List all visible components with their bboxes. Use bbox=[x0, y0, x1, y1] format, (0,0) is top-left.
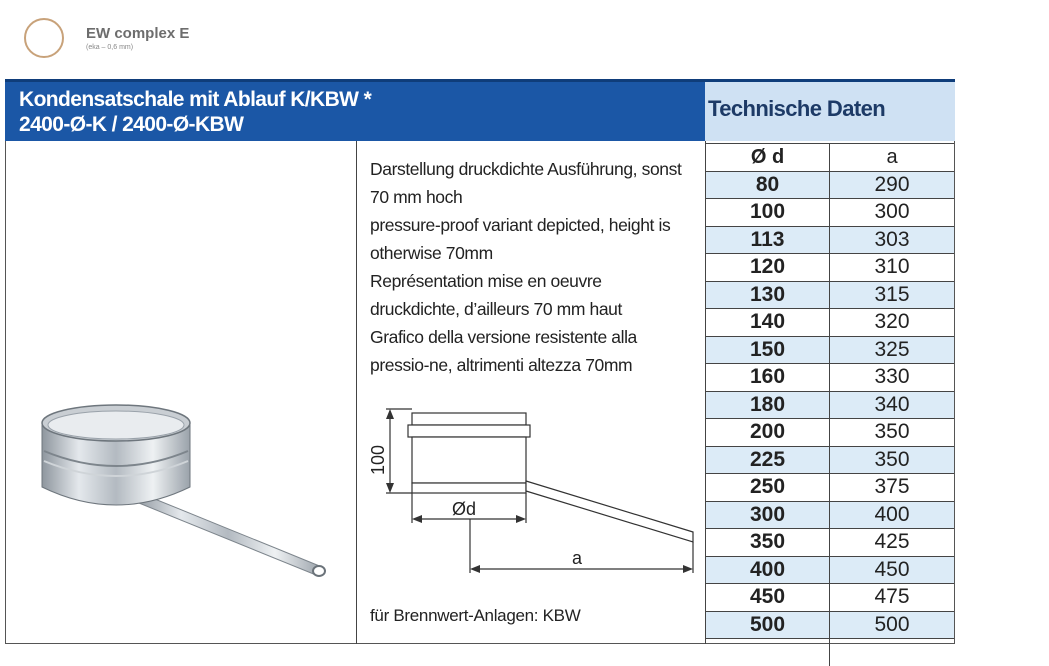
diameter-label: Ød bbox=[452, 499, 477, 519]
description-fr: Représentation mise en oeuvre druckdichte, d’ailleurs 70 mm haut bbox=[370, 271, 622, 319]
length-cell: 350 bbox=[830, 446, 955, 474]
height-label: 100 bbox=[368, 444, 388, 475]
table-row bbox=[706, 171, 954, 199]
length-cell: 350 bbox=[830, 419, 955, 447]
length-cell: 340 bbox=[830, 391, 955, 419]
length-cell: 315 bbox=[830, 281, 955, 309]
length-cell bbox=[830, 639, 955, 666]
description-it: Grafico della versione resistente alla pressio-ne, altrimenti altezza 70mm bbox=[370, 327, 637, 375]
table-row bbox=[706, 281, 954, 309]
product-code: 2400-Ø-K / 2400-Ø-KBW bbox=[19, 113, 244, 136]
table-row bbox=[706, 584, 954, 612]
column-divider bbox=[356, 141, 357, 644]
length-cell: 475 bbox=[830, 584, 955, 612]
technical-drawing bbox=[360, 395, 705, 585]
diameter-cell: 180 bbox=[706, 391, 830, 419]
length-cell: 425 bbox=[830, 529, 955, 557]
description-en: pressure-proof variant depicted, height is otherwise 70mm bbox=[370, 215, 671, 263]
description-de: Darstellung druckdichte Ausführung, sonst 70 mm hoch bbox=[370, 159, 682, 207]
diameter-cell: 113 bbox=[706, 226, 830, 254]
length-label: a bbox=[572, 548, 583, 568]
table-row bbox=[706, 474, 954, 502]
table-row bbox=[706, 336, 954, 364]
tech-data-table bbox=[706, 143, 954, 666]
table-row bbox=[706, 556, 954, 584]
table-row bbox=[706, 391, 954, 419]
column-header-length: a bbox=[830, 144, 955, 172]
length-cell: 400 bbox=[830, 501, 955, 529]
length-cell: 320 bbox=[830, 309, 955, 337]
diameter-cell: 350 bbox=[706, 529, 830, 557]
length-cell: 375 bbox=[830, 474, 955, 502]
table-row bbox=[706, 309, 954, 337]
diameter-cell: 300 bbox=[706, 501, 830, 529]
diameter-cell: 400 bbox=[706, 556, 830, 584]
length-cell: 290 bbox=[830, 171, 955, 199]
length-cell: 325 bbox=[830, 336, 955, 364]
table-row bbox=[706, 639, 954, 666]
diameter-cell: 225 bbox=[706, 446, 830, 474]
footnote: für Brennwert-Anlagen: KBW bbox=[370, 606, 581, 625]
table-row bbox=[706, 501, 954, 529]
brand-name: EW complex E bbox=[86, 25, 190, 42]
table-row bbox=[706, 364, 954, 392]
diameter-cell: 500 bbox=[706, 611, 830, 639]
table-row bbox=[706, 446, 954, 474]
diameter-cell: 100 bbox=[706, 199, 830, 227]
diameter-cell: 150 bbox=[706, 336, 830, 364]
tech-data-title: Technische Daten bbox=[708, 96, 886, 121]
brand-subtitle: (eka – 0,6 mm) bbox=[86, 44, 134, 51]
description-block bbox=[370, 155, 695, 379]
length-cell: 330 bbox=[830, 364, 955, 392]
product-image bbox=[30, 395, 340, 585]
diameter-cell: 120 bbox=[706, 254, 830, 282]
product-header bbox=[5, 79, 955, 141]
table-row bbox=[706, 199, 954, 227]
table-row bbox=[706, 529, 954, 557]
table-row bbox=[706, 254, 954, 282]
diameter-cell: 130 bbox=[706, 281, 830, 309]
diameter-cell: 80 bbox=[706, 171, 830, 199]
length-cell: 450 bbox=[830, 556, 955, 584]
diameter-cell: 250 bbox=[706, 474, 830, 502]
brand-logo-circle bbox=[24, 18, 64, 58]
diameter-cell: 140 bbox=[706, 309, 830, 337]
length-cell: 303 bbox=[830, 226, 955, 254]
table-row bbox=[706, 226, 954, 254]
length-cell: 500 bbox=[830, 611, 955, 639]
column-header-diameter: Ø d bbox=[706, 144, 830, 172]
length-cell: 310 bbox=[830, 254, 955, 282]
length-cell: 300 bbox=[830, 199, 955, 227]
diameter-cell: 160 bbox=[706, 364, 830, 392]
table-row bbox=[706, 419, 954, 447]
table-header-row bbox=[706, 144, 954, 172]
diameter-cell: 200 bbox=[706, 419, 830, 447]
table-row bbox=[706, 611, 954, 639]
diameter-cell: 450 bbox=[706, 584, 830, 612]
product-title: Kondensatschale mit Ablauf K/KBW * bbox=[19, 88, 372, 111]
diameter-cell bbox=[706, 639, 830, 666]
